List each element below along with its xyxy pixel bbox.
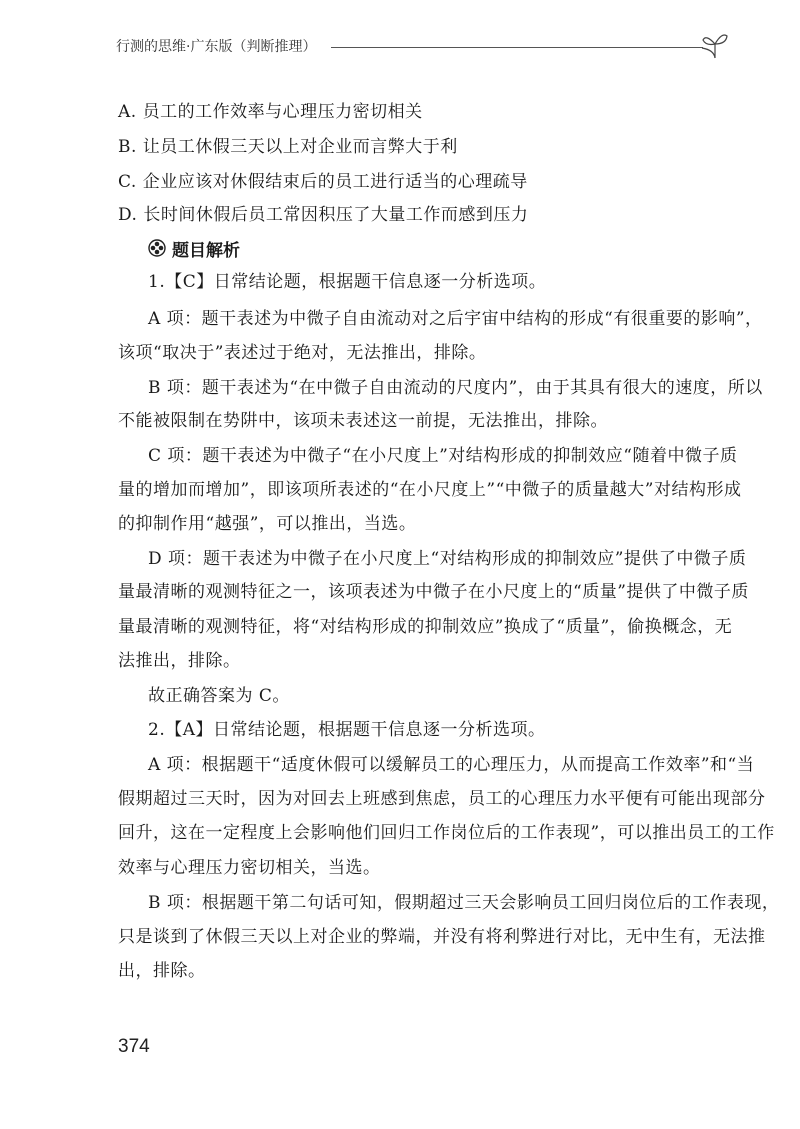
q2-a-line: 效率与心理压力密切相关，当选。 [118, 858, 381, 878]
q2-a-line: 假期超过三天时，因为对回去上班感到焦虑，员工的心理压力水平便有可能出现部分 [118, 789, 766, 809]
q1-c-line: C 项：题干表述为中微子“在小尺度上”对结构形成的抑制效应“随着中微子质 [148, 446, 738, 466]
section-title: 题目解析 [172, 240, 240, 261]
q1-a-line: A 项：题干表述为中微子自由流动对之后宇宙中结构的形成“有很重要的影响”， [148, 309, 763, 329]
flower-icon [148, 239, 166, 257]
option-a: A. 员工的工作效率与心理压力密切相关 [118, 102, 423, 122]
q1-b-line: 不能被限制在势阱中，该项未表述这一前提，无法推出，排除。 [118, 411, 608, 431]
q2-b-line: B 项：根据题干第二句话可知，假期超过三天会影响员工回归岗位后的工作表现， [148, 893, 780, 913]
q2-b-line: 只是谈到了休假三天以上对企业的弊端，并没有将利弊进行对比，无中生有，无法推 [118, 927, 766, 947]
q1-a-line: 该项“取决于”表述过于绝对，无法推出，排除。 [118, 343, 487, 363]
q1-d-line: 量最清晰的观测特征之一，该项表述为中微子在小尺度上的“质量”提供了中微子质 [118, 582, 749, 602]
q1-c-line: 的抑制作用“越强”，可以推出，当选。 [118, 514, 417, 534]
q1-d-line: 法推出，排除。 [118, 651, 241, 671]
q2-b-line: 出，排除。 [118, 961, 206, 981]
option-b: B. 让员工休假三天以上对企业而言弊大于利 [118, 137, 458, 157]
page-number: 374 [118, 1036, 150, 1057]
section-heading [148, 236, 240, 260]
q1-answer: 故正确答案为 C。 [148, 686, 290, 706]
q1-intro: 1.【C】日常结论题，根据题干信息逐一分析选项。 [148, 272, 547, 292]
q2-a-line: 回升，这在一定程度上会影响他们回归工作岗位后的工作表现”，可以推出员工的工作 [118, 823, 775, 843]
q1-d-line: 量最清晰的观测特征，将“对结构形成的抑制效应”换成了“质量”，偷换概念，无 [118, 617, 733, 637]
q1-c-line: 量的增加而增加”，即该项所表述的“在小尺度上”“中微子的质量越大”对结构形成 [118, 480, 742, 500]
q2-intro: 2.【A】日常结论题，根据题干信息逐一分析选项。 [148, 720, 546, 740]
q1-d-line: D 项：题干表述为中微子在小尺度上“对结构形成的抑制效应”提供了中微子质 [148, 549, 747, 569]
q1-b-line: B 项：题干表述为“在中微子自由流动的尺度内”，由于其具有很大的速度，所以 [148, 378, 763, 398]
q2-a-line: A 项：根据题干“适度休假可以缓解员工的心理压力，从而提高工作效率”和“当 [148, 755, 755, 775]
header-title: 行测的思维·广东版（判断推理） [116, 39, 317, 55]
option-d: D. 长时间休假后员工常因积压了大量工作而感到压力 [118, 205, 529, 225]
option-c: C. 企业应该对休假结束后的员工进行适当的心理疏导 [118, 172, 528, 192]
